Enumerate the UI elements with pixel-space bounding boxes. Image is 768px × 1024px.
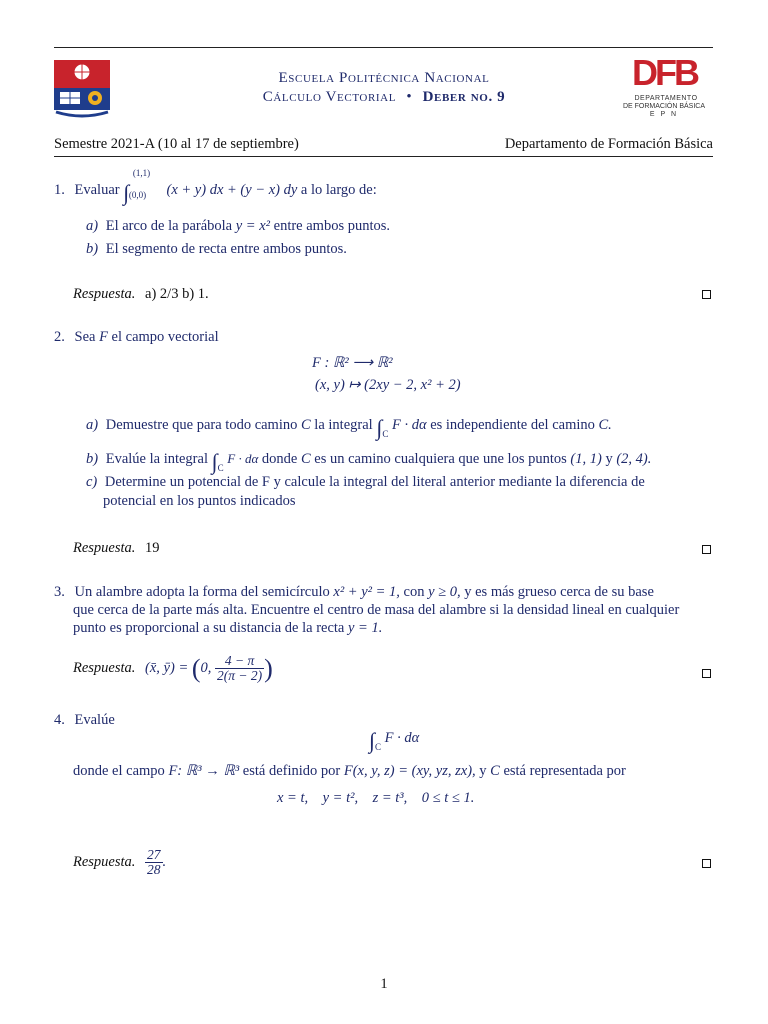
qed-square-icon [702,545,711,554]
problem-3-line1-post: y es más grueso cerca de su base [464,584,654,600]
answer-open: 0, [200,660,212,676]
problem-2-lead-tail: el campo vectorial [111,329,219,345]
part-a-math: y = x² [235,218,271,234]
dfb-logo-line2: DE FORMACIÓN BÁSICA [622,103,706,110]
title-separator: • [406,89,413,105]
header-rule [54,156,713,157]
problem-4-line-mid: está definido por [242,763,341,779]
answer-end: . [162,854,167,870]
problem-2-part-a [86,415,612,441]
problem-2-map-line2: (x, y) ↦ (2xy − 2, x² + 2) [315,377,461,393]
part-a-label: a) [86,417,99,433]
problem-3-line3-pre: punto es proporcional a su distancia de la recta [73,620,345,636]
fraction-numerator: 4 − π [215,654,264,669]
part-b-mid2: es un camino cualquiera que une los puntos [314,451,567,467]
part-b-label: b) [86,241,99,257]
qed-square-icon [702,669,711,678]
problem-1-lower-limit: (0,0) [128,190,147,200]
problem-4-statement [54,712,115,729]
part-a-int-sub: C [382,429,389,439]
problem-3-answer [73,654,273,684]
problem-3-line3 [73,620,382,637]
answer-label: Respuesta. [73,854,136,870]
problem-4-answer [73,848,166,877]
problem-1-lead: Evaluar [74,182,120,198]
problem-2-F: F [99,329,108,345]
problem-4-int: F · dα [384,730,420,746]
open-paren: ( [191,654,201,683]
department-label: Departamento de Formación Básica [504,136,713,152]
problem-2-number: 2. [54,329,65,345]
part-c-line1: Determine un potencial de F y calcule la integral del literal anterior mediante la diferencia de [104,474,645,490]
problem-3-line2: que cerca de la parte más alta. Encuentre el centro de masa del alambre si la densidad lineal en cualquier [73,602,680,618]
part-a-post: es independiente del camino [430,417,595,433]
problem-2-lead: Sea [74,329,96,345]
problem-1-integrand: (x + y) dx + (y − x) dy [166,182,298,198]
part-a-pre: Demuestre que para todo camino [105,417,298,433]
part-a-text-post: entre ambos puntos. [273,218,391,234]
problem-4-field-definition [73,763,626,780]
problem-4-parametrization: x = t, y = t², z = t³, 0 ≤ t ≤ 1. [277,790,475,806]
answer-label: Respuesta. [73,660,136,676]
fraction-numerator: 27 [147,847,161,862]
part-b-text: El segmento de recta entre ambos puntos. [105,241,347,257]
part-b-pre: Evalúe la integral [105,451,208,467]
answer-label: Respuesta. [73,540,136,556]
problem-1-number: 1. [54,182,65,198]
problem-3-number: 3. [54,584,65,600]
top-rule [54,47,713,48]
school-title: Escuela Politécnica Nacional [278,70,490,86]
answer-label: Respuesta. [73,286,136,302]
dfb-logo-icon [616,52,712,120]
integral-sign: ∫ [369,728,376,753]
problem-1-tail: a lo largo de: [300,182,377,198]
problem-1-upper-limit: (1,1) [132,168,151,178]
part-a-C: C [301,417,311,433]
part-b-p2: (2, 4). [616,451,652,467]
problem-3-line1-pre: Un alambre adopta la forma del semicírculo [74,584,330,600]
integral-sign: ∫ [123,180,130,205]
integral-sign: ∫ [376,415,383,440]
problem-4-lead: Evalúe [74,712,115,728]
part-a-int: F · dα [391,417,427,433]
problem-3-line3-math: y = 1. [348,620,383,636]
problem-3-line1-math2: y ≥ 0, [428,584,461,600]
problem-2-part-b [86,449,651,475]
problem-2-map-line1: F : ℝ² ⟶ ℝ² [312,355,393,371]
dfb-logo-letters: DFB [632,52,697,93]
problem-3-line1 [54,584,654,601]
fraction-denominator: 28 [147,862,161,878]
problem-2-statement [54,329,219,346]
problem-2-part-c [86,474,713,491]
answer-fraction [215,654,264,683]
problem-4-integral [369,728,419,754]
part-c-label: c) [86,474,98,490]
integral-sign: ∫ [211,449,218,474]
problem-1-statement [54,168,377,206]
qed-square-icon [702,290,711,299]
part-a-mid: la integral [314,417,373,433]
close-paren: ) [264,654,273,683]
part-b-label: b) [86,451,99,467]
part-b-p1: (1, 1) [570,451,602,467]
answer-pre: (x̄, ȳ) = [145,660,189,676]
problem-2-answer [73,540,160,557]
problem-1-answer [73,286,209,303]
part-b-int-sub: C [217,463,224,473]
problem-3-line1-math: x² + y² = 1, [333,584,400,600]
problem-4-int-sub: C [375,742,382,752]
part-b-y: y [605,451,613,467]
answer-fraction [145,848,163,877]
problem-3-line1-mid: con [403,584,425,600]
problem-4-line-post: está representada por [503,763,626,779]
problem-4-line-def: F(x, y, z) = (xy, yz, zx), [343,763,476,779]
dfb-logo-line3: E P N [649,111,679,118]
problem-4-number: 4. [54,712,65,728]
problem-1-part-a [86,218,390,235]
part-b-int: F · dα [227,451,259,466]
qed-square-icon [702,859,711,868]
semester-label: Semestre 2021-A (10 al 17 de septiembre) [54,136,299,152]
part-b-mid: donde [261,451,298,467]
problem-4-line-pre: donde el campo [73,763,165,779]
part-b-C: C [300,451,311,467]
answer-value: 19 [145,540,160,556]
part-a-label: a) [86,218,99,234]
homework-number: Deber no. 9 [422,89,506,105]
part-c-line2: potencial en los puntos indicados [103,493,296,509]
problem-4-line-field: F: ℝ³ → ℝ³ [168,763,240,779]
course-name: Cálculo Vectorial [262,89,397,105]
part-a-text-pre: El arco de la parábola [105,218,233,234]
problem-4-line-C: C [490,763,500,779]
fraction-denominator: 2(π − 2) [217,668,263,684]
page-number: 1 [380,976,388,992]
problem-4-line-mid2: y [479,763,487,779]
problem-1-part-b [86,241,347,258]
dfb-logo-line1: DEPARTAMENTO [634,95,698,102]
answer-value: a) 2/3 b) 1. [145,286,209,302]
part-a-end: C. [598,417,612,433]
